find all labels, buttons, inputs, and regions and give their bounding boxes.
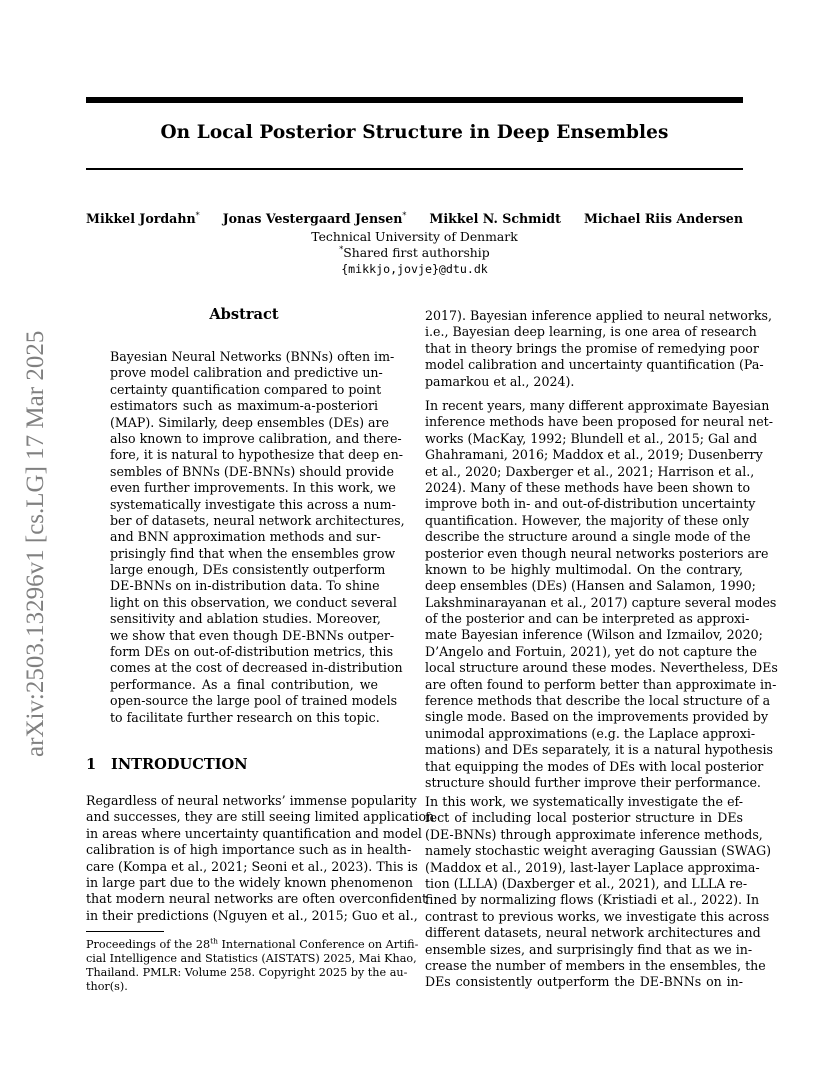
introduction-body	[86, 793, 435, 924]
text-line: fined by normalizing flows (Kristiadi et al., 2022). In	[425, 892, 760, 908]
text-line: estimators such as maximum-a-posteriori	[110, 398, 378, 414]
text-line: cial Intelligence and Statistics (AISTATS) 2025, Mai Khao,	[86, 952, 417, 965]
text-line: sembles of BNNs (DE-BNNs) should provide	[110, 463, 394, 479]
text-line: D’Angelo and Fortuin, 2021), yet do not capture the	[425, 643, 757, 659]
text-line: and successes, they are still seeing limited application	[86, 809, 435, 825]
text-line: structure should further improve their performance.	[425, 774, 761, 790]
author: Michael Riis Andersen	[583, 211, 743, 227]
text-line: quantification. However, the majority of these only	[425, 512, 750, 528]
text-line: and BNN approximation methods and sur-	[110, 529, 381, 545]
text-line: form DEs on out-of-distribution metrics, this	[110, 644, 394, 660]
text-line: that modern neural networks are often overconfident	[86, 891, 428, 907]
text-line: comes at the cost of decreased in-distribution	[110, 660, 403, 676]
title-rule-top	[86, 97, 743, 103]
author-email: {mikkjo,jovje}@dtu.dk	[341, 262, 488, 276]
arxiv-stamp: arXiv:2503.13296v1 [cs.LG] 17 Mar 2025	[22, 330, 49, 757]
text-line: systematically investigate this across a num-	[110, 496, 396, 512]
text-line: inference methods have been proposed for neural net-	[425, 414, 773, 430]
text-line: fore, it is natural to hypothesize that deep en-	[110, 447, 403, 463]
text-line: Bayesian Neural Networks (BNNs) often im-	[110, 349, 395, 364]
text-line: (Maddox et al., 2019), last-layer Laplace approxima-	[425, 859, 760, 875]
text-line: model calibration and uncertainty quantification (Pa-	[425, 357, 764, 373]
text-line: 2017). Bayesian inference applied to neural networks,	[425, 308, 772, 323]
footnote	[86, 936, 419, 994]
text-line: calibration is of high importance such as in health-	[86, 842, 412, 858]
text-line: also known to improve calibration, and there-	[110, 430, 402, 446]
text-line: we show that even though DE-BNNs outper-	[110, 627, 395, 643]
text-line: prisingly find that when the ensembles grow	[110, 545, 396, 561]
text-line: improve both in- and out-of-distribution uncertainty	[425, 496, 756, 512]
text-line: Lakshminarayanan et al., 2017) capture several modes	[425, 594, 777, 610]
author-list	[86, 211, 743, 226]
text-line: local structure around these modes. Nevertheless, DEs	[425, 660, 778, 676]
text-line: to facilitate further research on this topic.	[110, 709, 380, 725]
text-line: of the posterior and can be interpreted as approxi-	[425, 611, 750, 627]
text-line: are often found to perform better than approximate in-	[425, 676, 777, 692]
text-line: DE-BNNs on in-distribution data. To shine	[110, 578, 380, 594]
text-line: pamarkou et al., 2024).	[425, 373, 575, 389]
text-line: unimodal approximations (e.g. the Laplace approxi-	[425, 725, 756, 741]
title-rule-bottom	[86, 168, 743, 170]
text-line: in large part due to the widely known phenomenon	[86, 874, 413, 890]
text-line: posterior even though neural networks posteriors are	[425, 545, 769, 561]
text-line: in their predictions (Nguyen et al., 2015; Guo et al.,	[86, 907, 418, 923]
text-line: single mode. Based on the improvements provided by	[425, 709, 769, 725]
text-line: fect of including local posterior structure in DEs	[425, 810, 743, 826]
text-line: even further improvements. In this work, we	[110, 480, 396, 496]
text-line: (DE-BNNs) through approximate inference methods,	[425, 826, 763, 842]
text-line: i.e., Bayesian deep learning, is one area of research	[425, 324, 757, 340]
text-line: ber of datasets, neural network architectures,	[110, 512, 405, 528]
text-line: works (MacKay, 1992; Blundell et al., 2015; Gal and	[425, 430, 758, 446]
text-line: namely stochastic weight averaging Gaussian (SWAG)	[425, 843, 772, 859]
footnote-line: Proceedings of the 28th International Conference on Artifi-	[86, 936, 419, 951]
text-line: DEs consistently outperform the DE-BNNs on in-	[425, 974, 743, 990]
right-column-paragraph	[425, 398, 778, 791]
text-line: mate Bayesian inference (Wilson and Izmailov, 2020;	[425, 627, 763, 643]
abstract-heading: Abstract	[209, 306, 279, 323]
shared-authorship-note: *Shared first authorship	[339, 245, 490, 261]
text-line: 2024). Many of these methods have been shown to	[425, 479, 751, 495]
text-line: thor(s).	[86, 980, 128, 993]
paper-title: On Local Posterior Structure in Deep Ensembles	[160, 122, 669, 143]
text-line: performance. As a final contribution, we	[110, 676, 378, 692]
text-line: certainty quantification compared to point	[110, 381, 382, 397]
text-line: different datasets, neural network architectures and	[425, 925, 761, 941]
text-line: tion (LLLA) (Daxberger et al., 2021), and LLLA re-	[425, 875, 748, 891]
text-line: care (Kompa et al., 2021; Seoni et al., 2023). This is	[86, 858, 418, 874]
text-line: contrast to previous works, we investigate this across	[425, 908, 770, 924]
text-line: crease the number of members in the ensembles, the	[425, 957, 766, 973]
text-line: large enough, DEs consistently outperform	[110, 562, 386, 578]
right-column-paragraph	[425, 308, 772, 390]
text-line: In this work, we systematically investigate the ef-	[425, 794, 743, 809]
footnote-rule	[86, 931, 164, 932]
text-line: that equipping the modes of DEs with local posterior	[425, 758, 764, 774]
text-line: sensitivity and ablation studies. Moreover,	[110, 611, 381, 627]
author: Jonas Vestergaard Jensen*	[222, 211, 407, 227]
text-line: Thailand. PMLR: Volume 258. Copyright 2025 by the au-	[86, 966, 408, 979]
text-line: in areas where uncertainty quantification and model	[86, 825, 422, 841]
text-line: et al., 2020; Daxberger et al., 2021; Harrison et al.,	[425, 463, 755, 479]
text-line: Ghahramani, 2016; Maddox et al., 2019; Dusenberry	[425, 447, 763, 463]
text-line: deep ensembles (DEs) (Hansen and Salamon, 1990;	[425, 578, 756, 594]
text-line: ensemble sizes, and surprisingly find that as we in-	[425, 941, 753, 957]
text-line: open-source the large pool of trained models	[110, 693, 398, 709]
right-column-paragraph	[425, 794, 772, 991]
abstract-body	[110, 349, 405, 726]
text-line: Regardless of neural networks’ immense popularity	[86, 793, 417, 808]
text-line: ference methods that describe the local structure of a	[425, 693, 771, 709]
text-line: (MAP). Similarly, deep ensembles (DEs) are	[110, 414, 389, 430]
text-line: prove model calibration and predictive un-	[110, 365, 383, 381]
author: Mikkel Jordahn*	[86, 211, 200, 227]
text-line: that in theory brings the promise of remedying poor	[425, 340, 759, 356]
text-line: light on this observation, we conduct several	[110, 594, 397, 610]
text-line: In recent years, many different approximate Bayesian	[425, 398, 770, 413]
text-line: describe the structure around a single mode of the	[425, 529, 751, 545]
section-heading: 1 INTRODUCTION	[86, 756, 248, 773]
text-line: mations) and DEs separately, it is a natural hypothesis	[425, 742, 773, 758]
author: Mikkel N. Schmidt	[429, 211, 561, 227]
institution: Technical University of Denmark	[311, 229, 518, 244]
text-line: known to be highly multimodal. On the contrary,	[425, 561, 743, 577]
